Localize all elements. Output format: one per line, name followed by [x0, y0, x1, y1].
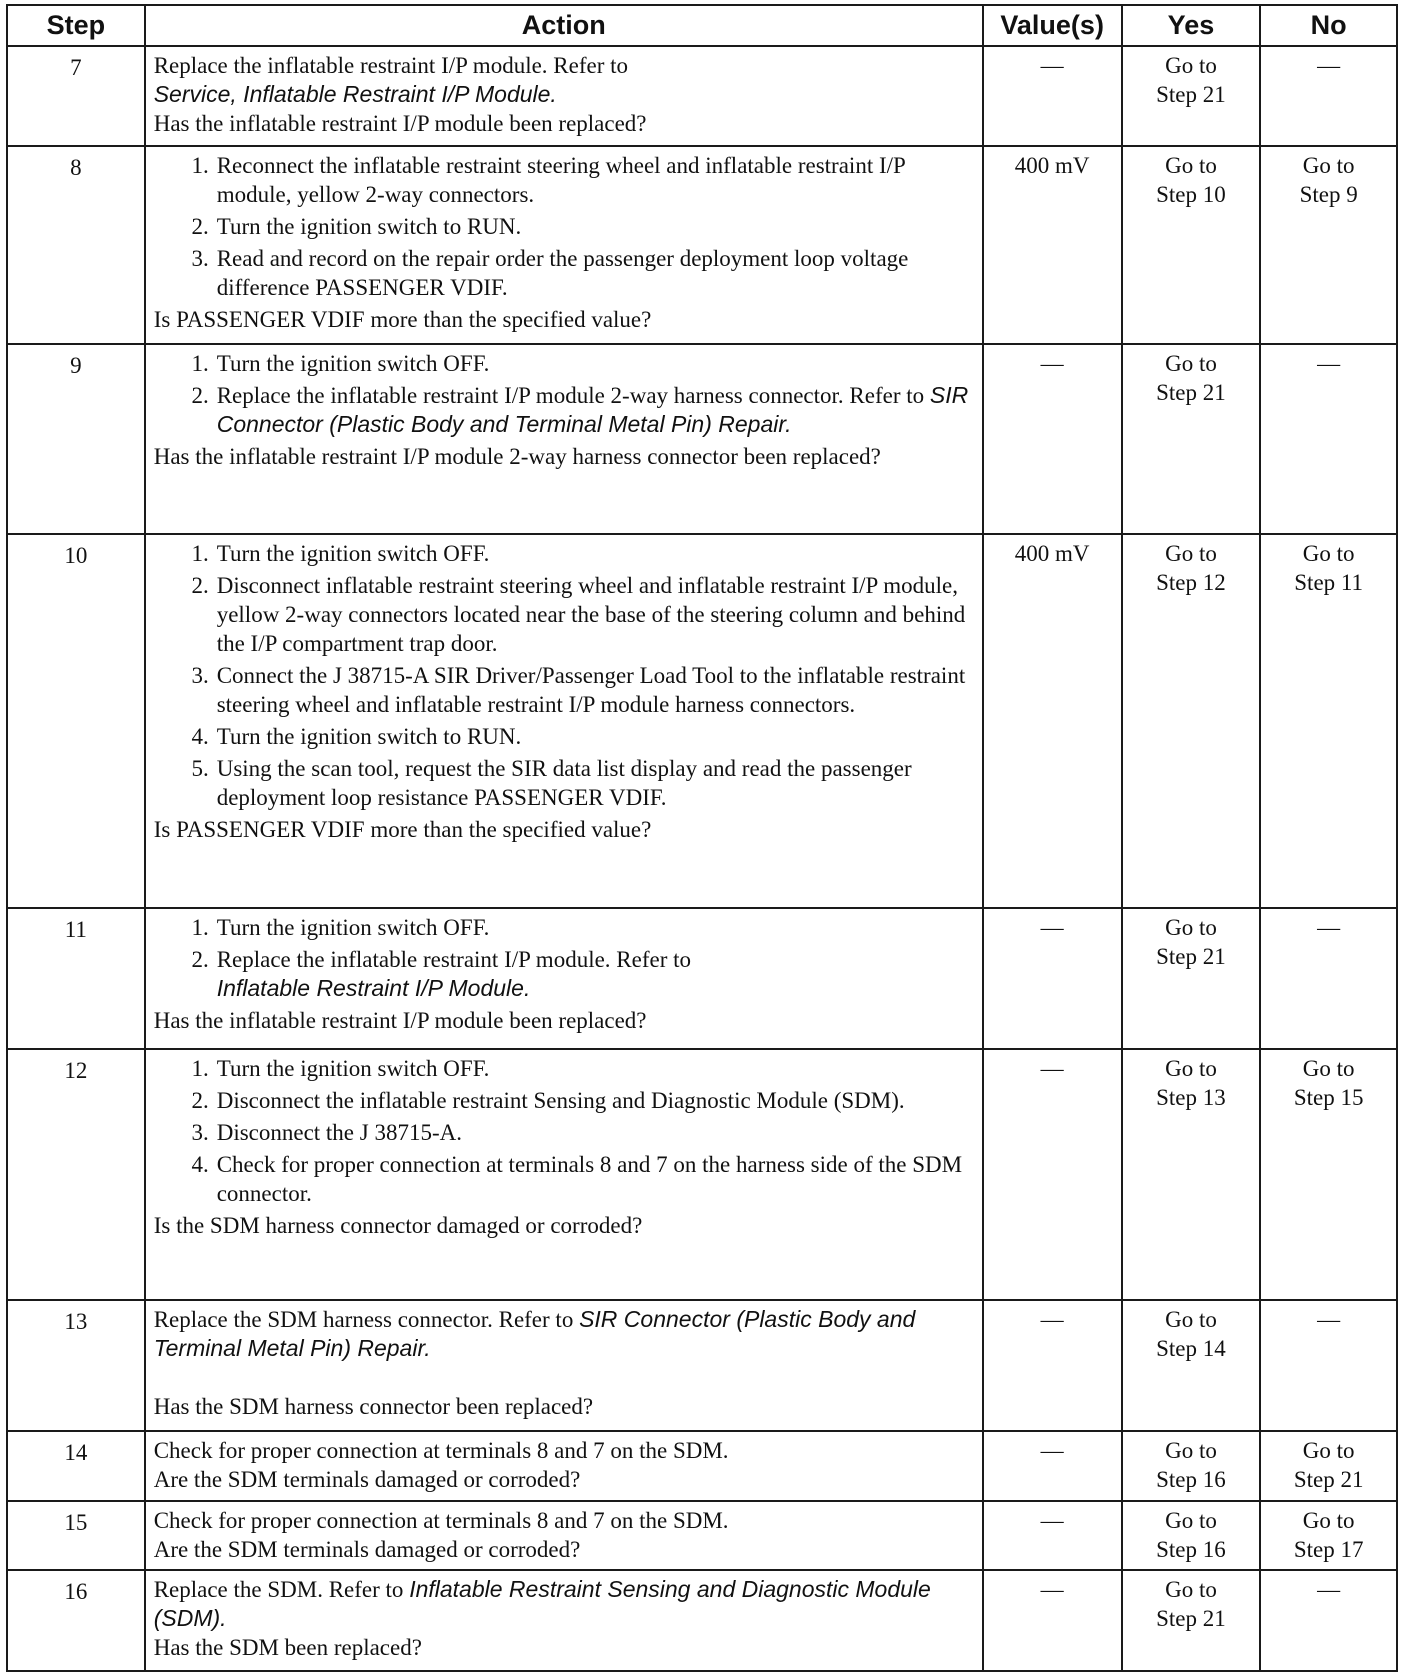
question-text: Are the SDM terminals damaged or corroded? — [153, 1536, 581, 1562]
no-goto: Go to — [1302, 152, 1355, 178]
substep-list — [154, 349, 974, 439]
substep-text: Check for proper connection at terminals 8 and 7 on the harness side of the SDM connector. — [216, 1152, 963, 1207]
table-row — [7, 46, 1397, 146]
yes-step[interactable]: Step 14 — [1156, 1335, 1226, 1361]
yes-goto: Go to — [1165, 1306, 1217, 1332]
no-goto: Go to — [1302, 1437, 1355, 1463]
question-text: Has the inflatable restraint I/P module 2-way harness connector been replaced? — [153, 443, 881, 469]
substep-text — [217, 945, 974, 1003]
substep-text: Disconnect the J 38715-A. — [216, 1120, 462, 1146]
substep-text: Turn the ignition switch to RUN. — [216, 213, 522, 239]
action-text: Check for proper connection at terminals 8 and 7 on the SDM. — [153, 1507, 729, 1533]
yes-cell — [1122, 908, 1261, 1050]
no-cell — [1260, 1501, 1397, 1571]
substep-number: 3. — [191, 245, 209, 271]
list-item — [154, 539, 974, 568]
list-item — [154, 571, 974, 658]
list-item — [154, 151, 974, 209]
table-row — [7, 534, 1397, 907]
step-number: 10 — [7, 534, 145, 907]
yes-cell — [1122, 1570, 1261, 1671]
no-step[interactable]: Step 15 — [1293, 1085, 1364, 1111]
yes-step[interactable]: Step 21 — [1156, 379, 1226, 405]
substep-list — [154, 539, 974, 812]
value-cell: — — [983, 344, 1122, 535]
action-cell — [145, 1570, 983, 1671]
no-cell: — — [1260, 46, 1397, 146]
substep-list — [154, 913, 974, 1003]
substep-body: Replace the inflatable restraint I/P module. Refer to — [216, 946, 692, 972]
substep-number: 2. — [191, 213, 209, 239]
substep-text: Turn the ignition switch OFF. — [216, 541, 490, 567]
substep-body: Replace the inflatable restraint I/P module 2-way harness connector. Refer to — [216, 382, 925, 408]
value-cell: — — [983, 1501, 1122, 1571]
yes-goto: Go to — [1165, 1507, 1217, 1533]
no-goto: Go to — [1302, 541, 1355, 567]
value-cell: — — [983, 1300, 1122, 1431]
yes-goto: Go to — [1165, 541, 1217, 567]
no-step[interactable]: Step 17 — [1293, 1536, 1364, 1562]
substep-number: 2. — [191, 1088, 209, 1114]
yes-cell — [1122, 1300, 1261, 1431]
no-cell: — — [1260, 344, 1397, 535]
table-row — [7, 1570, 1397, 1671]
action-text: Replace the inflatable restraint I/P module. Refer to — [153, 53, 629, 79]
no-step[interactable]: Step 11 — [1294, 570, 1364, 596]
no-goto: Go to — [1302, 1507, 1355, 1533]
step-number: 14 — [7, 1431, 145, 1501]
table-row — [7, 344, 1397, 535]
substep-list — [154, 1054, 974, 1208]
action-cell — [145, 1300, 983, 1431]
no-step[interactable]: Step 9 — [1299, 181, 1358, 207]
yes-goto: Go to — [1165, 1577, 1217, 1603]
question-text: Is PASSENGER VDIF more than the specified value? — [153, 306, 652, 332]
list-item — [154, 945, 974, 1003]
step-number: 12 — [7, 1049, 145, 1299]
substep-number: 1. — [191, 152, 209, 178]
table-row — [7, 908, 1397, 1050]
header-action: Action — [145, 5, 983, 46]
yes-goto: Go to — [1165, 152, 1217, 178]
reference-link[interactable]: Inflatable Restraint I/P Module. — [216, 974, 531, 1001]
yes-step[interactable]: Step 21 — [1156, 1606, 1226, 1632]
yes-step[interactable]: Step 21 — [1156, 943, 1226, 969]
question-text: Has the SDM been replaced? — [153, 1635, 422, 1661]
action-cell — [145, 908, 983, 1050]
table-row — [7, 146, 1397, 344]
substep-text: Turn the ignition switch OFF. — [216, 914, 490, 940]
action-cell — [145, 534, 983, 907]
substep-text: Turn the ignition switch OFF. — [216, 1056, 490, 1082]
header-no: No — [1260, 5, 1397, 46]
substep-number: 2. — [191, 382, 209, 408]
list-item — [154, 244, 974, 302]
question-text: Has the inflatable restraint I/P module been replaced? — [153, 1007, 647, 1033]
yes-cell — [1122, 46, 1261, 146]
yes-cell — [1122, 1431, 1261, 1501]
substep-text: Turn the ignition switch OFF. — [216, 350, 490, 376]
yes-cell — [1122, 1049, 1261, 1299]
table-row — [7, 1300, 1397, 1431]
no-cell — [1260, 1049, 1397, 1299]
list-item — [154, 1150, 974, 1208]
list-item — [154, 1086, 974, 1115]
no-cell: — — [1260, 1300, 1397, 1431]
yes-step[interactable]: Step 16 — [1156, 1466, 1226, 1492]
question-text: Is the SDM harness connector damaged or corroded? — [153, 1213, 643, 1239]
step-number: 7 — [7, 46, 145, 146]
diagnostic-table — [6, 4, 1398, 1672]
yes-step[interactable]: Step 21 — [1156, 82, 1226, 108]
yes-goto: Go to — [1165, 53, 1217, 79]
spacer — [154, 1363, 974, 1392]
action-text: Replace the SDM harness connector. Refer to — [153, 1306, 574, 1332]
step-number: 8 — [7, 146, 145, 344]
value-cell: — — [983, 1049, 1122, 1299]
yes-cell — [1122, 1501, 1261, 1571]
substep-number: 3. — [191, 663, 209, 689]
yes-goto: Go to — [1165, 1437, 1217, 1463]
header-yes: Yes — [1122, 5, 1261, 46]
list-item — [154, 754, 974, 812]
question-text: Is PASSENGER VDIF more than the specified value? — [153, 817, 652, 843]
yes-step[interactable]: Step 16 — [1156, 1536, 1226, 1562]
no-cell — [1260, 534, 1397, 907]
list-item — [154, 1118, 974, 1147]
action-text: Check for proper connection at terminals 8 and 7 on the SDM. — [153, 1437, 729, 1463]
reference-link[interactable]: Inflatable Restraint Sensing and Diagnostic Module (SDM). — [153, 1576, 931, 1632]
question-text: Has the inflatable restraint I/P module been replaced? — [153, 111, 647, 137]
value-cell: — — [983, 908, 1122, 1050]
substep-text: Connect the J 38715-A SIR Driver/Passenger Load Tool to the inflatable restraint steering wheel and inflatable restraint I/P module harness connectors. — [216, 663, 966, 718]
substep-number: 1. — [191, 914, 209, 940]
substep-number: 2. — [191, 573, 209, 599]
no-cell — [1260, 1431, 1397, 1501]
reference-link[interactable]: Service, Inflatable Restraint I/P Module. — [153, 81, 557, 108]
yes-goto: Go to — [1165, 914, 1217, 940]
substep-number: 2. — [191, 946, 209, 972]
list-item — [154, 349, 974, 378]
action-cell — [145, 1431, 983, 1501]
substep-text: Disconnect inflatable restraint steering wheel and inflatable restraint I/P module, yellow 2-way connectors located near the base of the steering column and behind the I/P compartment trap door. — [216, 573, 966, 657]
reference-link[interactable]: SIR Connector (Plastic Body and Terminal Metal Pin) Repair. — [153, 1305, 916, 1361]
yes-cell — [1122, 534, 1261, 907]
action-cell — [145, 1049, 983, 1299]
table-row — [7, 1049, 1397, 1299]
action-text: Replace the SDM. Refer to — [153, 1577, 404, 1603]
question-text: Has the SDM harness connector been replaced? — [153, 1393, 594, 1419]
header-row — [7, 5, 1397, 46]
step-number: 16 — [7, 1570, 145, 1671]
table-row — [7, 1431, 1397, 1501]
action-cell — [145, 46, 983, 146]
no-cell: — — [1260, 1570, 1397, 1671]
header-step: Step — [7, 5, 145, 46]
list-item — [154, 722, 974, 751]
action-cell — [145, 344, 983, 535]
step-number: 9 — [7, 344, 145, 535]
list-item — [154, 212, 974, 241]
substep-text: Read and record on the repair order the passenger deployment loop voltage difference PASSENGER VDIF. — [216, 245, 909, 300]
substep-number: 3. — [191, 1120, 209, 1146]
reference-link[interactable]: SIR Connector (Plastic Body and Terminal Metal Pin) Repair. — [216, 381, 969, 437]
substep-number: 1. — [191, 350, 209, 376]
substep-number: 1. — [191, 541, 209, 567]
header-value: Value(s) — [983, 5, 1122, 46]
substep-number: 5. — [191, 756, 209, 782]
value-cell: 400 mV — [983, 534, 1122, 907]
substep-list — [154, 151, 974, 302]
no-step[interactable]: Step 21 — [1293, 1466, 1364, 1492]
yes-cell — [1122, 344, 1261, 535]
value-cell: — — [983, 46, 1122, 146]
step-number: 13 — [7, 1300, 145, 1431]
substep-text — [217, 381, 974, 439]
list-item — [154, 661, 974, 719]
list-item — [154, 1054, 974, 1083]
action-cell — [145, 1501, 983, 1571]
substep-text: Reconnect the inflatable restraint steering wheel and inflatable restraint I/P module, yellow 2-way connectors. — [216, 152, 905, 207]
yes-step[interactable]: Step 13 — [1156, 1085, 1226, 1111]
substep-number: 1. — [191, 1056, 209, 1082]
no-cell: — — [1260, 908, 1397, 1050]
value-cell: 400 mV — [983, 146, 1122, 344]
substep-number: 4. — [191, 724, 209, 750]
step-number: 11 — [7, 908, 145, 1050]
action-cell — [145, 146, 983, 344]
yes-goto: Go to — [1165, 350, 1217, 376]
yes-cell — [1122, 146, 1261, 344]
list-item — [154, 381, 974, 439]
step-number: 15 — [7, 1501, 145, 1571]
substep-number: 4. — [191, 1152, 209, 1178]
substep-text: Turn the ignition switch to RUN. — [216, 724, 522, 750]
value-cell: — — [983, 1570, 1122, 1671]
question-text: Are the SDM terminals damaged or corroded? — [153, 1466, 581, 1492]
yes-goto: Go to — [1165, 1056, 1217, 1082]
no-cell — [1260, 146, 1397, 344]
yes-step[interactable]: Step 10 — [1156, 181, 1226, 207]
no-goto: Go to — [1302, 1056, 1355, 1082]
yes-step[interactable]: Step 12 — [1156, 570, 1226, 596]
substep-text: Disconnect the inflatable restraint Sensing and Diagnostic Module (SDM). — [216, 1088, 905, 1114]
table-row — [7, 1501, 1397, 1571]
list-item — [154, 913, 974, 942]
value-cell: — — [983, 1431, 1122, 1501]
substep-text: Using the scan tool, request the SIR data list display and read the passenger deployment loop resistance PASSENGER VDIF. — [216, 756, 912, 811]
